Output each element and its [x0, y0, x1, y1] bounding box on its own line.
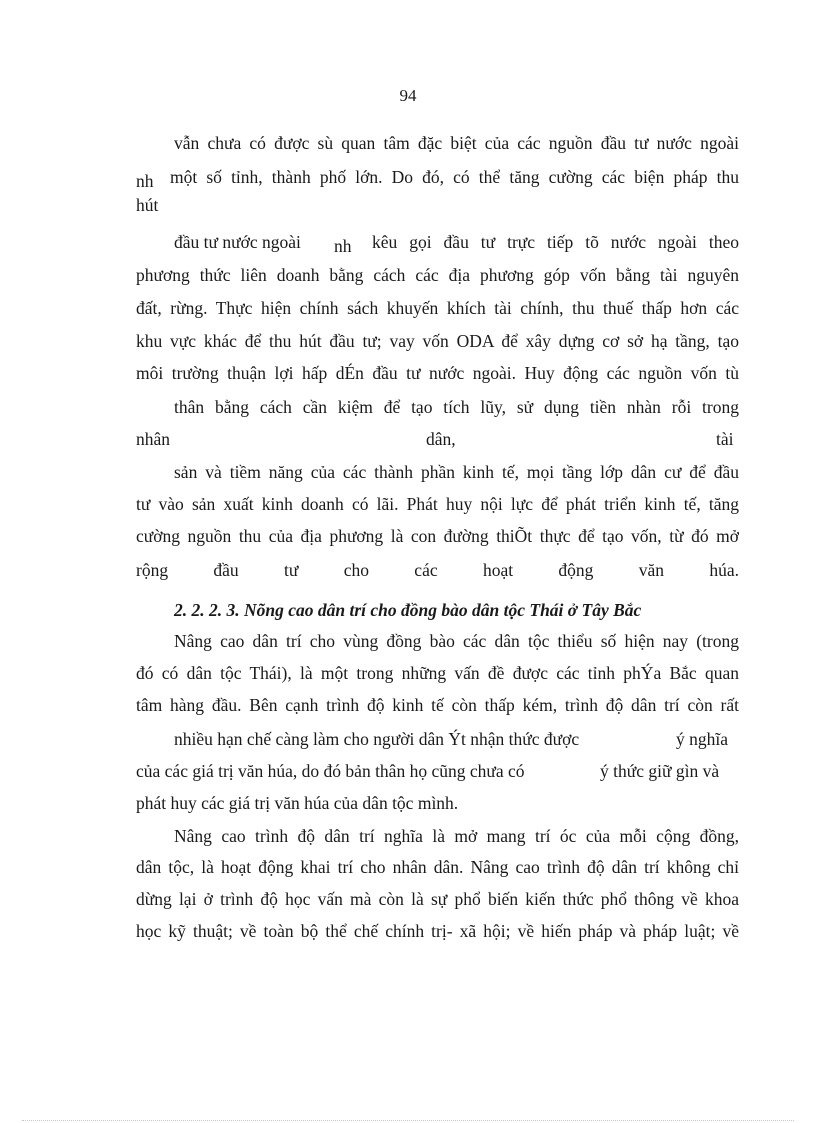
section-heading: 2. 2. 2. 3. Nõng cao dân trí cho đồng bào dân tộc Thái ở Tây Bắc [174, 600, 642, 620]
text-fragment: ý nghĩa [676, 729, 729, 749]
text-line: Nâng cao dân trí cho vùng đồng bào các dân tộc thiểu số hiện nay (trong [174, 631, 739, 651]
text-fragment: của các giá trị văn húa, do đó bản thân họ cũng chưa có [136, 761, 525, 781]
text-line: đó có dân tộc Thái), là một trong những vấn đề được các tỉnh phÝa Bắc quan [136, 663, 739, 683]
text-fragment: tài [716, 429, 734, 449]
text-line: phương thức liên doanh bằng cách các địa phương góp vốn bằng tài nguyên [136, 265, 739, 285]
text-line: dừng lại ở trình độ học vấn mà còn là sự phổ biến kiến thức phổ thông về khoa [136, 889, 739, 909]
text-line: tư vào sản xuất kinh doanh có lãi. Phát huy nội lực để phát triển kinh tế, tăng [136, 494, 739, 514]
text-line: Nâng cao trình độ dân trí nghĩa là mở mang trí óc của mỗi cộng đồng, [174, 826, 739, 846]
text-fragment: nh [334, 236, 352, 256]
text-line: khu vực khác để thu hút đầu tư; vay vốn ODA để xây dựng cơ sở hạ tầng, tạo [136, 331, 739, 351]
text-line: vẫn chưa có được sù quan tâm đặc biệt của các nguồn đầu tư nước ngoài [174, 133, 739, 153]
text-fragment: đầu tư nước ngoài [174, 232, 301, 252]
text-line: phát huy các giá trị văn húa của dân tộc mình. [136, 793, 459, 813]
text-line: đất, rừng. Thực hiện chính sách khuyến khích tài chính, thu thuế thấp hơn các [136, 298, 739, 318]
text-line: thân bằng cách cần kiệm để tạo tích lũy, sử dụng tiền nhàn rỗi trong [174, 397, 739, 417]
text-fragment: dân, [426, 429, 456, 449]
text-fragment: ý thức giữ gìn và [600, 761, 720, 781]
text-line: tâm hàng đầu. Bên cạnh trình độ kinh tế còn thấp kém, trình độ dân trí còn rất [136, 695, 739, 715]
text-line: kêu gọi đầu tư trực tiếp tõ nước ngoài theo [372, 232, 739, 252]
text-fragment: hút [136, 195, 159, 215]
text-fragment: nh [136, 171, 154, 191]
text-line: dân tộc, là hoạt động khai trí cho nhân dân. Nâng cao trình độ dân trí không chỉ [136, 857, 739, 877]
text-fragment: nhiều hạn chế càng làm cho người dân Ýt nhận thức được [174, 729, 580, 749]
text-line: sản và tiềm năng của các thành phần kinh tế, mọi tầng lớp dân cư để đầu [174, 462, 739, 482]
page-number: 94 [399, 86, 417, 105]
footer-rule [22, 1120, 794, 1121]
text-line: cường nguồn thu của địa phương là con đường thiÕt thực để tạo vốn, từ đó mở [136, 526, 739, 546]
text-line: môi trường thuận lợi hấp dÉn đầu tư nước ngoài. Huy động các nguồn vốn tù [136, 363, 739, 383]
text-fragment: nhân [136, 429, 171, 449]
text-line: một số tỉnh, thành phố lớn. Do đó, có thể tăng cường các biện pháp thu [170, 167, 739, 187]
text-line: học kỹ thuật; về toàn bộ thể chế chính trị- xã hội; về hiến pháp và pháp luật; về [136, 921, 739, 941]
text-line: rộng đầu tư cho các hoạt động văn húa. [136, 560, 739, 580]
